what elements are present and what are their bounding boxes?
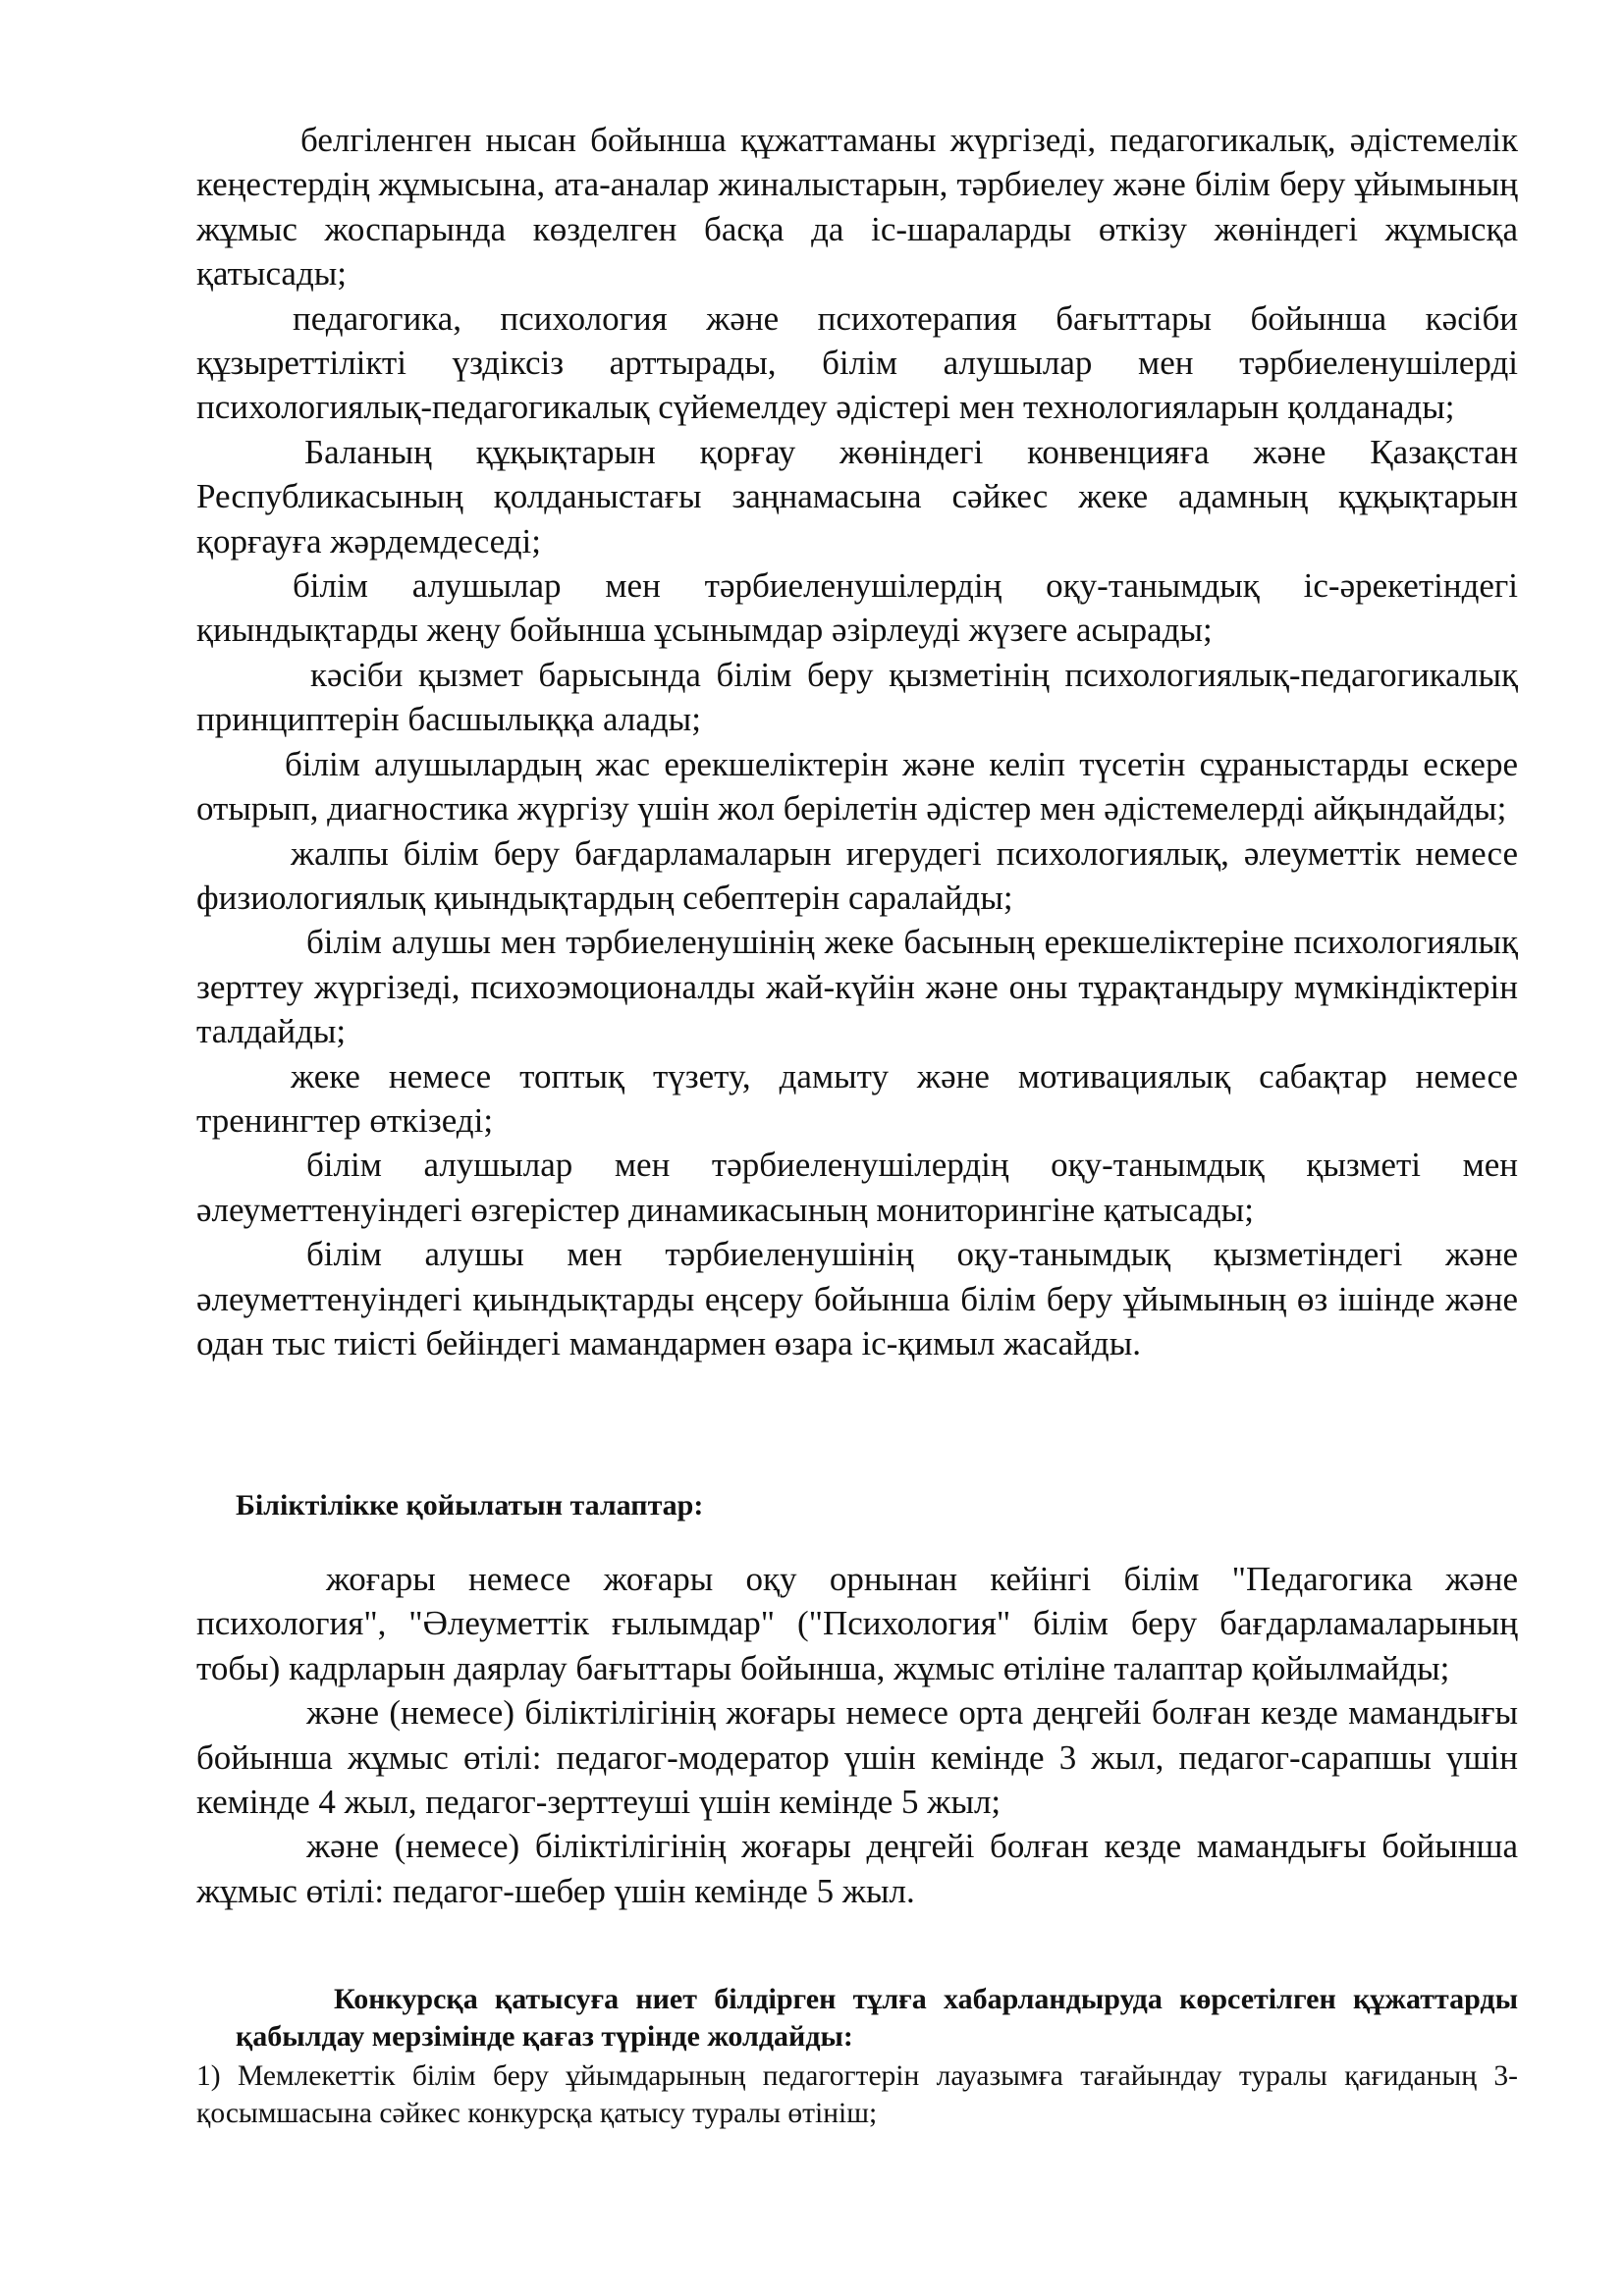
qualification-item: және (немесе) біліктілігінің жоғары деңгейі болған кезде мамандығы бойынша жұмыс өтілі: педагог-шебер үшін кемінде 5 жыл. <box>196 1827 1518 1910</box>
duty-paragraph: білім алушы мен тәрбиеленушінің оқу-танымдық қызметіндегі және әлеуметтенуіндегі қиындықтарды еңсеру бойынша білім беру ұйымының өз ішінде және одан тыс тиісті бейіндегі мамандармен өзара іс-қимыл жасайды. <box>196 1235 1518 1362</box>
duty-paragraph: білім алушы мен тәрбиеленушінің жеке басының ерекшеліктеріне психологиялық зерттеу жүргізеді, психоэмоционалды жай-күйін және оны тұрақтандыру мүмкіндіктерін талдайды; <box>196 923 1518 1051</box>
qualification-item: жоғары немесе жоғары оқу орнынан кейінгі білім "Педагогика және психология", "Әлеуметтік ғылымдар" ("Психология" білім беру бағдарламаларының тобы) кадрларын даярлау бағыттары бойынша, жұмыс өтіліне талаптар қойылмайды; <box>196 1560 1518 1687</box>
documents-heading: Конкурсқа қатысуға ниет білдірген тұлға хабарландыруда көрсетілген құжаттарды қабылдау мерзімінде қағаз түрінде жолдайды: <box>236 1983 1518 2053</box>
documents-item: 1) Мемлекеттік білім беру ұйымдарының педагогтерін лауазымға тағайындау туралы қағиданың 3- қосымшасына сәйкес конкурсқа қатысу туралы өтініш; <box>196 2060 1518 2129</box>
qualification-section <box>196 1557 1518 1913</box>
duty-paragraph: білім алушылар мен тәрбиеленушілердің оқу-танымдық іс-әрекетіндегі қиындықтарды жеңу бойынша ұсынымдар әзірлеуді жүзеге асырады; <box>196 566 1518 650</box>
duty-paragraph: белгіленген нысан бойынша құжаттаманы жүргізеді, педагогикалық, әдістемелік кеңестердің жұмысына, ата-аналар жиналыстарын, тәрбиелеу және білім беру ұйымының жұмыс жоспарында көзделген басқа да іс-шараларды өткізу жөніндегі жұмысқа қатысады; <box>196 121 1518 294</box>
duty-paragraph: педагогика, психология және психотерапия бағыттары бойынша кәсіби құзыреттілікті үздіксіз арттырады, білім алушылар мен тәрбиеленушілерді психологиялық-педагогикалық сүйемелдеу әдістері мен технологияларын қолданады; <box>196 298 1518 427</box>
duty-paragraph: Баланың құқықтарын қорғау жөніндегі конвенцияға және Қазақстан Республикасының қолданыстағы заңнамасына сәйкес жеке адамның құқықтарын қорғауға жәрдемдеседі; <box>196 432 1518 561</box>
duty-paragraph: жалпы білім беру бағдарламаларын игерудегі психологиялық, әлеуметтік немесе физиологиялық қиындықтардың себептерін саралайды; <box>196 833 1518 917</box>
duty-paragraph: жеке немесе топтық түзету, дамыту және мотивациялық сабақтар немесе тренингтер өткізеді; <box>196 1056 1518 1140</box>
duty-paragraph: білім алушылар мен тәрбиеленушілердің оқу-танымдық қызметі мен әлеуметтенуіндегі өзгерістер динамикасының мониторингіне қатысады; <box>196 1146 1518 1229</box>
duty-paragraph: кәсіби қызмет барысында білім беру қызметінің психологиялық-педагогикалық принциптерін басшылыққа алады; <box>196 655 1518 739</box>
duty-paragraph: білім алушылардың жас ерекшеліктерін және келіп түсетін сұраныстарды ескере отырып, диагностика жүргізу үшін жол берілетін әдістер мен әдістемелерді айқындайды; <box>196 744 1518 828</box>
qualification-item: және (немесе) біліктілігінің жоғары немесе орта деңгейі болған кезде мамандығы бойынша жұмыс өтілі: педагог-модератор үшін кемінде 3 жыл, педагог-сарапшы үшін кемінде 4 жыл, педагог-зерттеуші үшін кемінде 5 жыл; <box>196 1693 1518 1822</box>
qualification-heading: Біліктілікке қойылатын талаптар: <box>236 1489 704 1522</box>
duties-section <box>196 118 1518 1365</box>
